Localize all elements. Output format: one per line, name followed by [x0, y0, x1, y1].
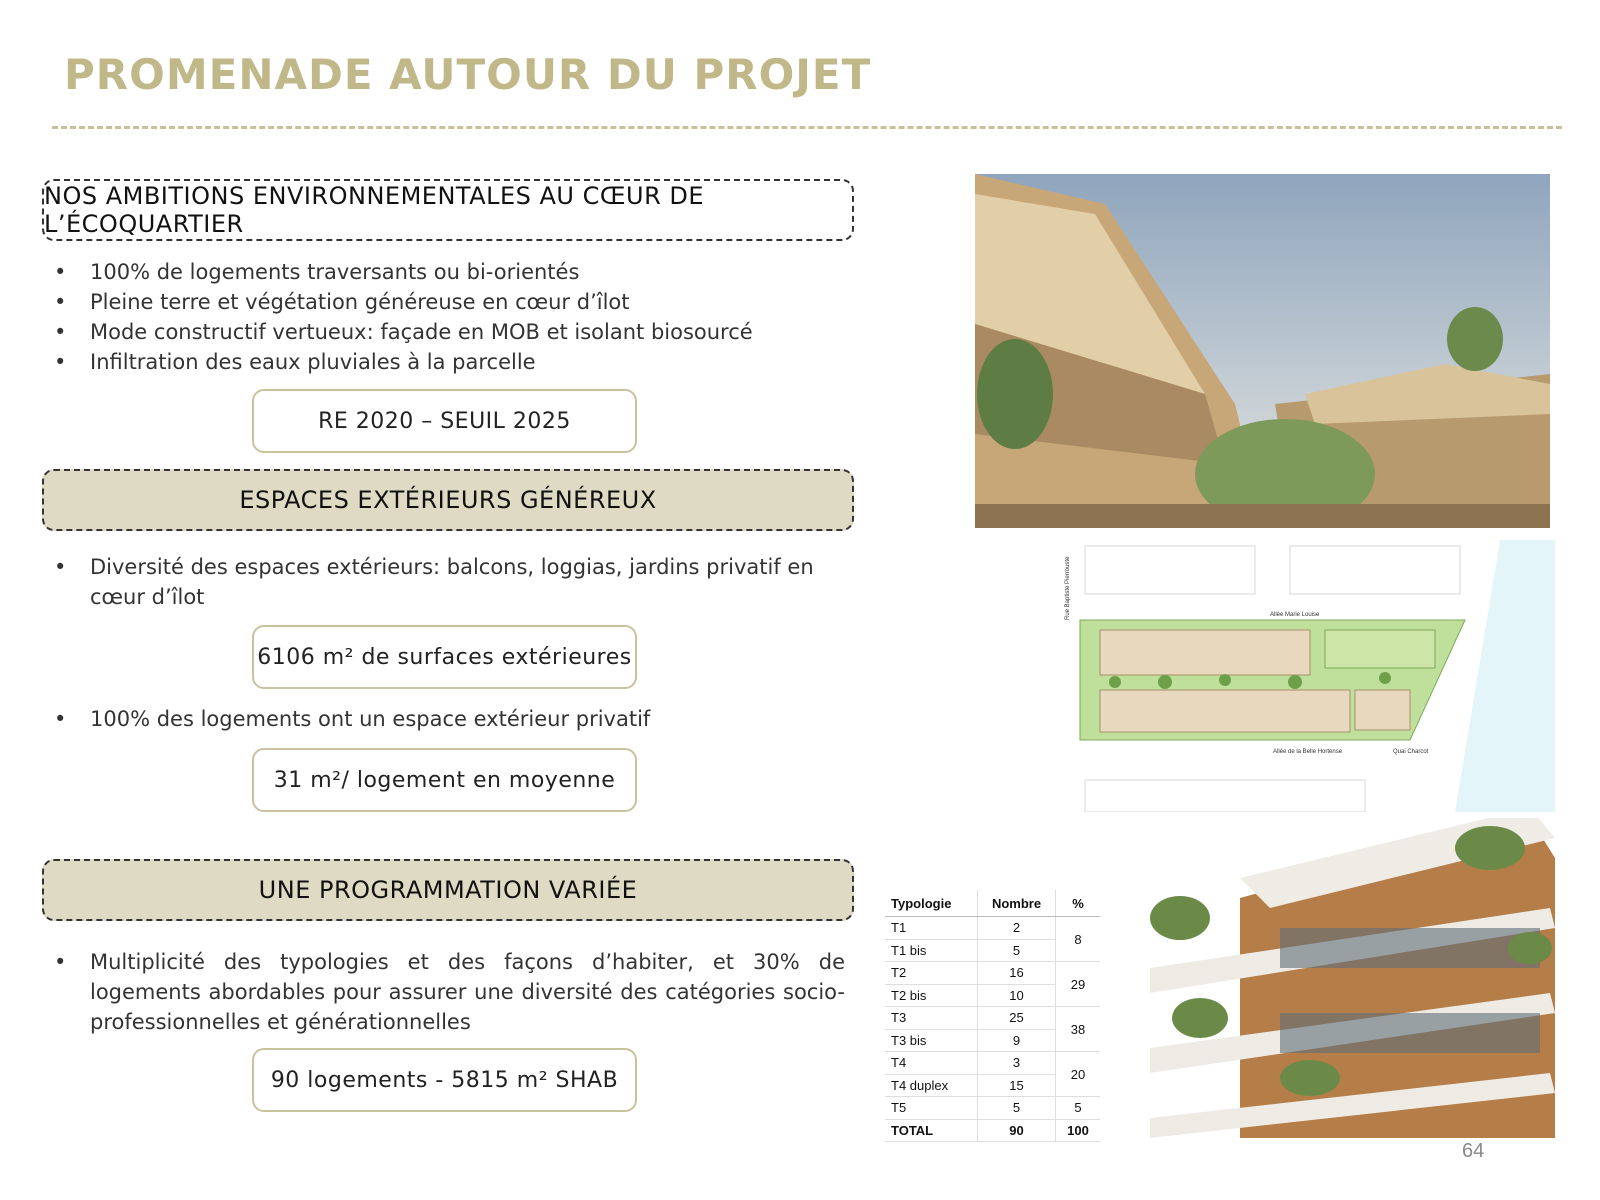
percent-cell: 29 — [1056, 962, 1101, 1007]
table-row — [885, 917, 1100, 940]
list-item: • Mode constructif vertueux: façade en MOB et isolant biosourcé — [50, 317, 845, 347]
section-heading-programming: UNE PROGRAMMATION VARIÉE — [42, 859, 854, 921]
percent-cell: 8 — [1056, 917, 1101, 962]
count-cell: 10 — [978, 984, 1056, 1007]
count-cell: 25 — [978, 1007, 1056, 1030]
table-row — [885, 1052, 1100, 1075]
typology-table — [885, 890, 1100, 1142]
table-header-percent: % — [1056, 890, 1101, 917]
kpi-re2020: RE 2020 – SEUIL 2025 — [252, 389, 637, 453]
percent-cell: 20 — [1056, 1052, 1101, 1097]
typology-cell: T1 — [885, 917, 978, 940]
table-header-count: Nombre — [978, 890, 1056, 917]
environment-bullets — [50, 257, 845, 377]
percent-cell: 5 — [1056, 1097, 1101, 1120]
exterior-bullets-2 — [50, 704, 845, 734]
count-cell: 15 — [978, 1074, 1056, 1097]
count-cell: 5 — [978, 939, 1056, 962]
count-cell: 9 — [978, 1029, 1056, 1052]
typology-cell: T5 — [885, 1097, 978, 1120]
typology-cell: T2 bis — [885, 984, 978, 1007]
programming-bullets — [50, 947, 845, 1037]
plan-bottom-street-label: Allée de la Belle Hortense — [1273, 749, 1343, 755]
kpi-average-exterior: 31 m²/ logement en moyenne — [252, 748, 637, 812]
table-header-typology: Typologie — [885, 890, 978, 917]
typology-cell: T4 — [885, 1052, 978, 1075]
building-render-image — [1130, 818, 1555, 1138]
section-heading-environment: NOS AMBITIONS ENVIRONNEMENTALES AU CŒUR DE L’ÉCOQUARTIER — [42, 179, 854, 241]
total-count: 90 — [978, 1119, 1056, 1142]
total-percent: 100 — [1056, 1119, 1101, 1142]
typology-cell: T3 — [885, 1007, 978, 1030]
count-cell: 2 — [978, 917, 1056, 940]
site-plan-image — [1055, 530, 1555, 812]
plan-right-street-label: Quai Charcot — [1393, 749, 1429, 755]
total-label: TOTAL — [885, 1119, 978, 1142]
table-row — [885, 1007, 1100, 1030]
exterior-bullets-1 — [50, 552, 845, 612]
courtyard-render-image — [975, 174, 1550, 528]
section-heading-exterior-spaces: ESPACES EXTÉRIEURS GÉNÉREUX — [42, 469, 854, 531]
table-total-row — [885, 1119, 1100, 1142]
page-number: 64 — [1462, 1140, 1485, 1162]
typology-cell: T2 — [885, 962, 978, 985]
typology-cell: T3 bis — [885, 1029, 978, 1052]
list-item: • Infiltration des eaux pluviales à la parcelle — [50, 347, 845, 377]
title-divider — [52, 126, 1562, 129]
percent-cell: 38 — [1056, 1007, 1101, 1052]
count-cell: 5 — [978, 1097, 1056, 1120]
kpi-exterior-surface: 6106 m² de surfaces extérieures — [252, 625, 637, 689]
list-item: • Pleine terre et végétation généreuse en cœur d’îlot — [50, 287, 845, 317]
list-item: • Multiplicité des typologies et des façons d’habiter, et 30% de logements abordables pour assurer une diversité des catégories socio-professionnelles et générationnelles — [50, 947, 845, 1037]
typology-cell: T4 duplex — [885, 1074, 978, 1097]
table-row — [885, 1097, 1100, 1120]
count-cell: 16 — [978, 962, 1056, 985]
list-item: • Diversité des espaces extérieurs: balcons, loggias, jardins privatif en cœur d’îlot — [50, 552, 845, 612]
list-item: • 100% des logements ont un espace extérieur privatif — [50, 704, 845, 734]
table-row — [885, 962, 1100, 985]
kpi-housing-count: 90 logements - 5815 m² SHAB — [252, 1048, 637, 1112]
plan-top-street-label: Allée Marie Louise — [1270, 612, 1320, 618]
typology-cell: T1 bis — [885, 939, 978, 962]
count-cell: 3 — [978, 1052, 1056, 1075]
plan-left-street-label: Rue Baptiste Pierrouste — [1065, 556, 1071, 620]
page-title: PROMENADE AUTOUR DU PROJET — [64, 50, 872, 99]
list-item: • 100% de logements traversants ou bi-orientés — [50, 257, 845, 287]
